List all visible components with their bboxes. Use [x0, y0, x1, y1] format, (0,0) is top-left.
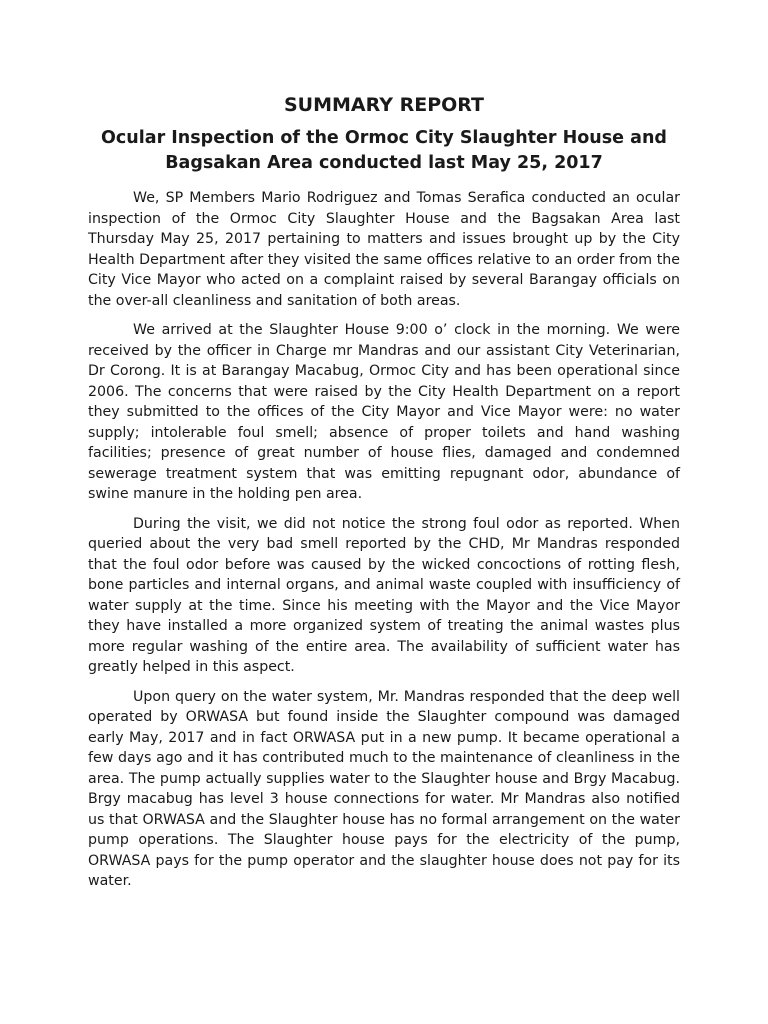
- paragraph-4: Upon query on the water system, Mr. Mandras responded that the deep well operated by ORWASA but found inside the Slaughter compound was damaged early May, 2017 and in fact ORWASA put in a new pump. It became operational a few days ago and it has contributed much to the maintenance of cleanliness in the area. The pump actually supplies water to the Slaughter house and Brgy Macabug. Brgy macabug has level 3 house connections for water. Mr Mandras also notified us that ORWASA and the Slaughter house has no formal arrangement on the water pump operations. The Slaughter house pays for the electricity of the pump, ORWASA pays for the pump operator and the slaughter house does not pay for its water.: [88, 688, 680, 889]
- paragraph-1: We, SP Members Mario Rodriguez and Tomas Serafica conducted an ocular inspection of the Ormoc City Slaughter House and the Bagsakan Area last Thursday May 25, 2017 pertaining to matters and issues brought up by the City Health Department after they visited the same offices relative to an order from the City Vice Mayor who acted on a complaint raised by several Barangay officials on the over-all cleanliness and sanitation of both areas.: [88, 190, 680, 309]
- paragraph-3: During the visit, we did not notice the strong foul odor as reported. When queried about the very bad smell reported by the CHD, Mr Mandras responded that the foul odor before was caused by the wicked concoctions of rotting flesh, bone particles and internal organs, and animal waste coupled with insufficiency of water supply at the time. Since his meeting with the Mayor and the Vice Mayor they have installed a more organized system of treating the animal wastes plus more regular washing of the entire area. The availability of sufficient water has greatly helped in this aspect.: [88, 515, 680, 675]
- paragraph-2: We arrived at the Slaughter House 9:00 o’ clock in the morning. We were received by the officer in Charge mr Mandras and our assistant City Veterinarian, Dr Corong. It is at Barangay Macabug, Ormoc City and has been operational since 2006. The concerns that were raised by the City Health Department on a report they submitted to the offices of the City Mayor and Vice Mayor were: no water supply; intolerable foul smell; absence of proper toilets and hand washing facilities; presence of great number of house flies, damaged and condemned sewerage treatment system that was emitting repugnant odor, abundance of swine manure in the holding pen area.: [88, 322, 680, 502]
- document-page: [88, 92, 680, 901]
- report-title: SUMMARY REPORT: [283, 94, 485, 116]
- report-subtitle: Ocular Inspection of the Ormoc City Slaughter House and Bagsakan Area conducted last May 25, 2017: [101, 128, 667, 173]
